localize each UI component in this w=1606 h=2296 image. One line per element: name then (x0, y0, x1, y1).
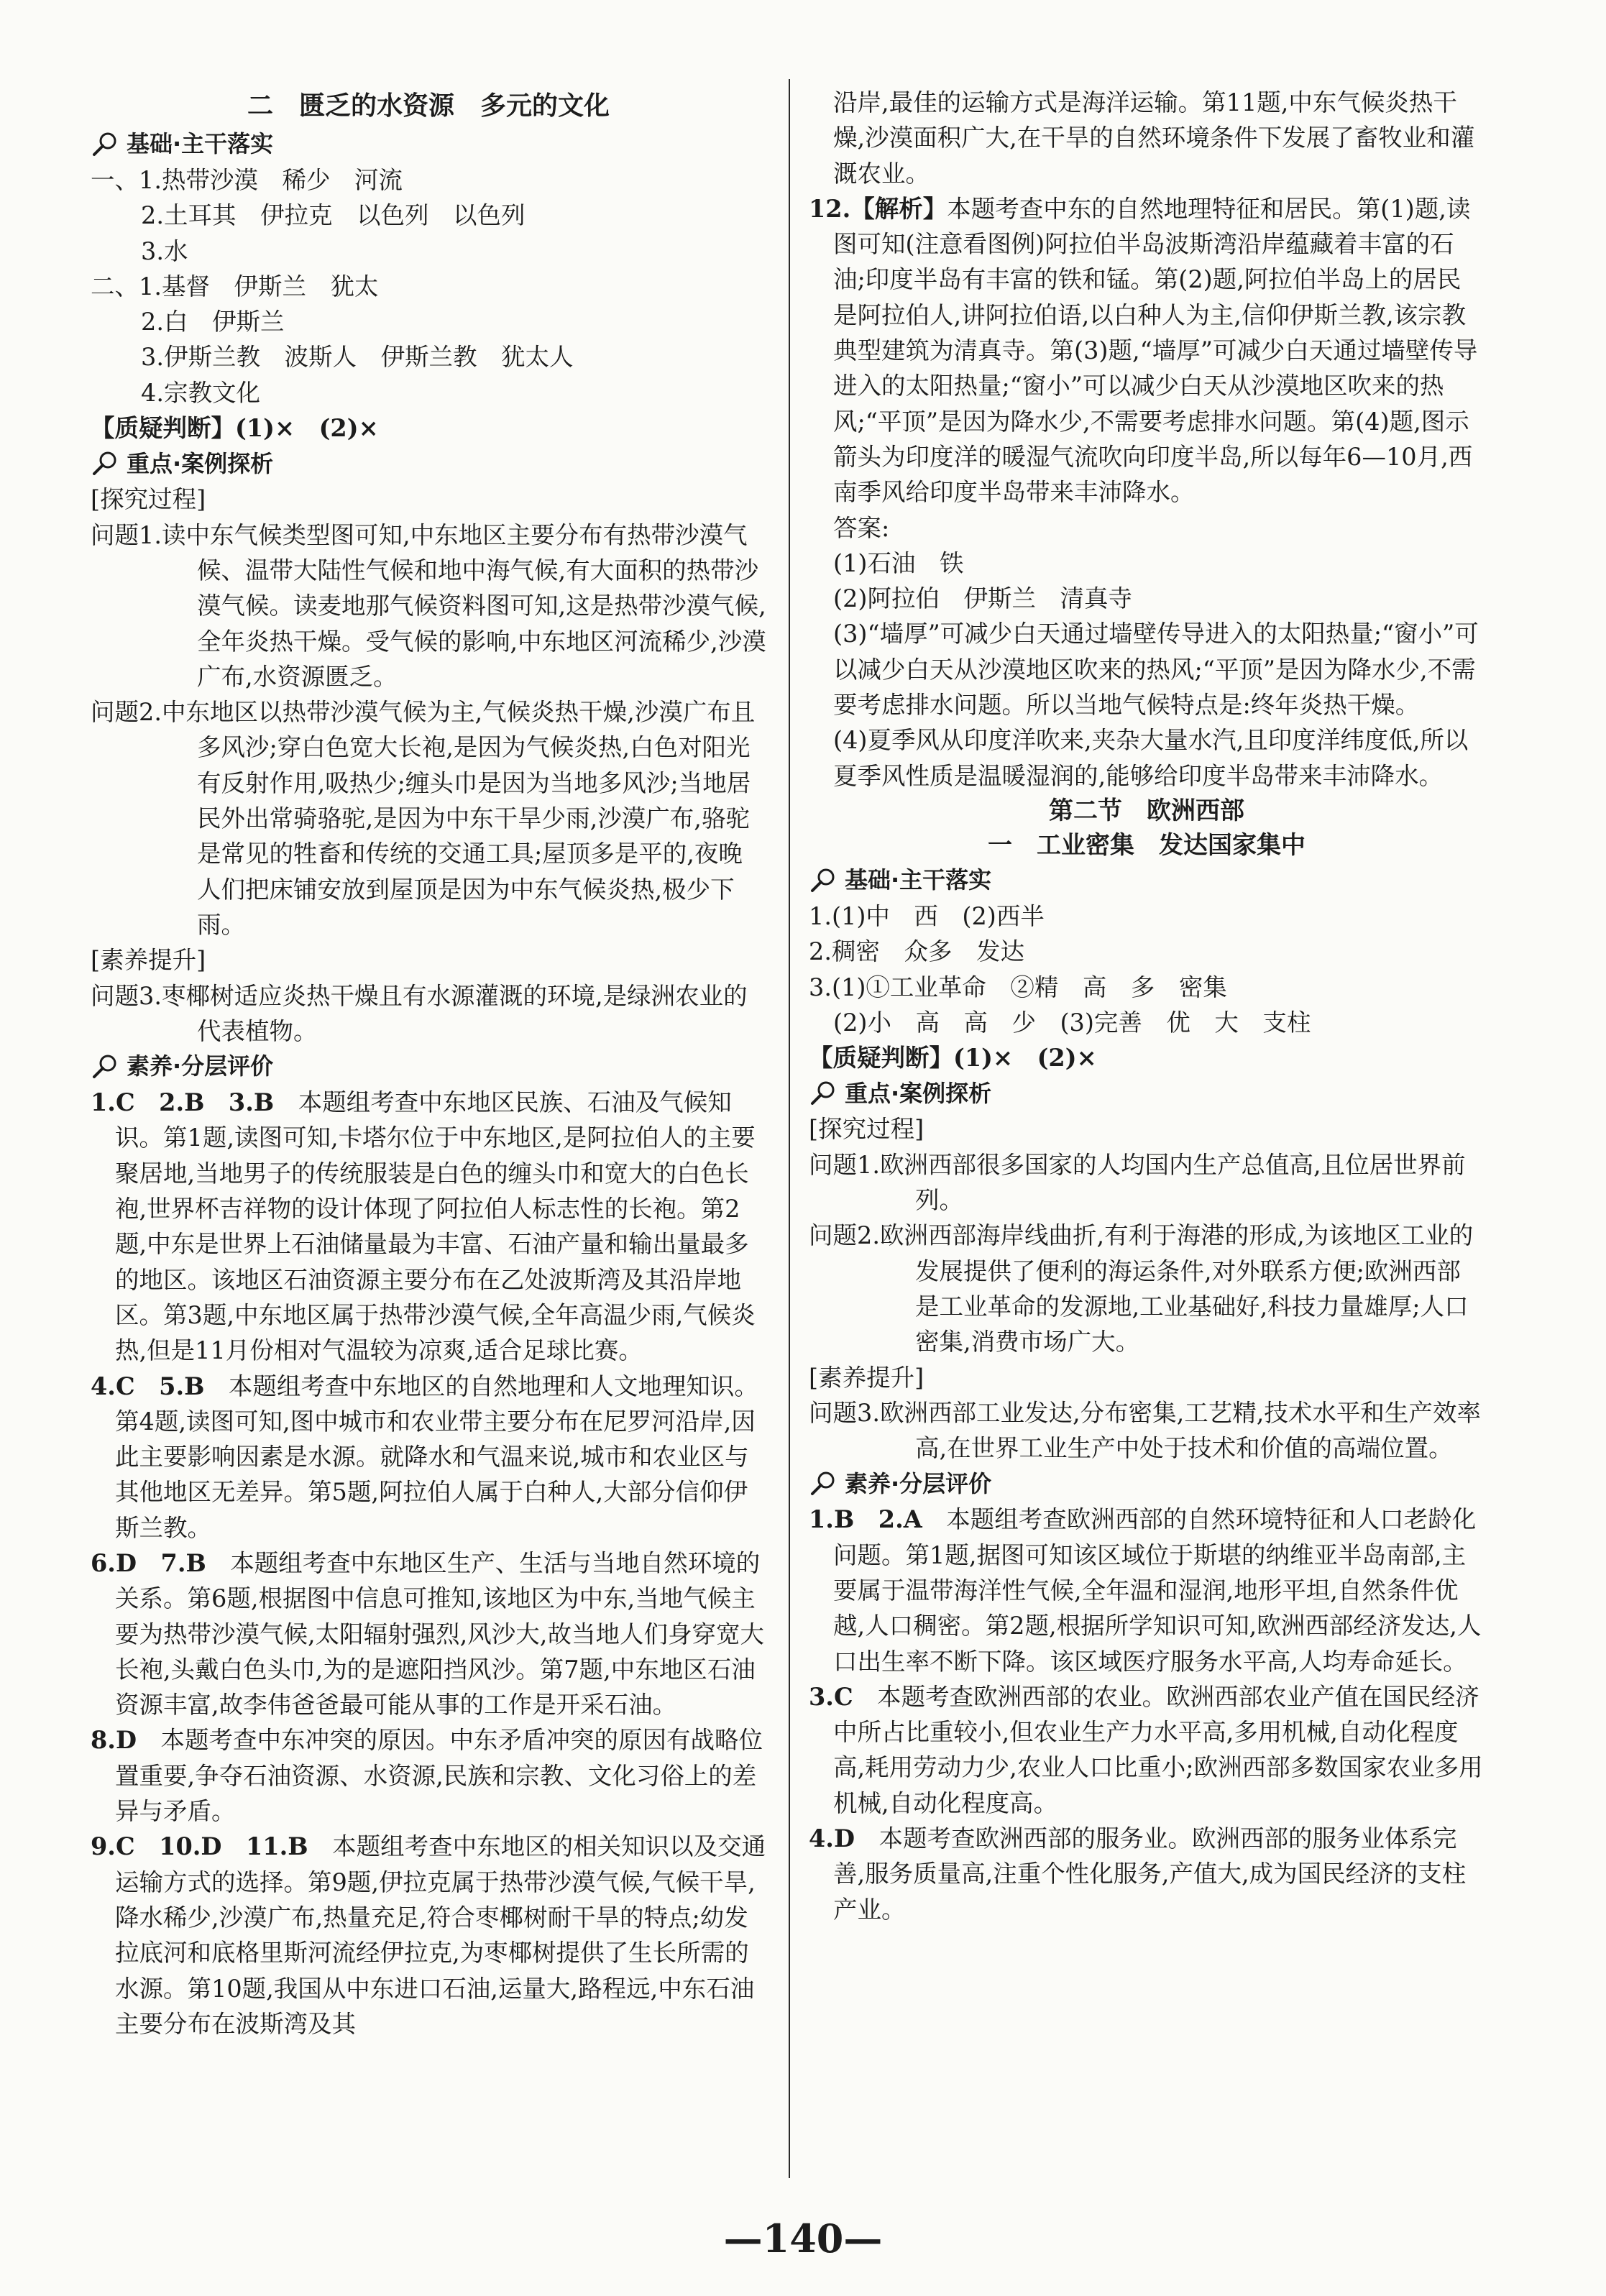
answer-number: 1.B 2.A (809, 1505, 922, 1534)
magnifier-icon (809, 1470, 840, 1497)
section-header-basics (809, 863, 1485, 899)
answer-number: 12.【解析】 (809, 194, 947, 223)
section-header-text: 素养·分层评价 (845, 1469, 992, 1497)
section-header-text: 重点·案例探析 (845, 1079, 992, 1107)
answer-line: (2)小 高 高 少 (3)完善 优 大 支柱 (833, 1008, 1311, 1037)
answer-line: 1.(1)中 西 (2)西半 (809, 901, 1045, 930)
answer-explanation: 本题组考查中东地区生产、生活与当地自然环境的关系。第6题,根据图中信息可推知,该地区为中东,当地气候主要为热带沙漠气候,太阳辐射强烈,风沙大,故当地人们身穿宽大长袍,头戴白色头巾,为的是遮阳挡风沙。第7题,中东地区石油资源丰富,故李伟爸爸最可能从事的工作是开采石油。 (115, 1548, 764, 1719)
answer-explanation: 本题考查欧洲西部的服务业。欧洲西部的服务业体系完善,服务质量高,注重个性化服务,产值大,成为国民经济的支柱产业。 (833, 1824, 1467, 1924)
lesson-title: 二 匮乏的水资源 多元的文化 (247, 91, 610, 121)
answer-explanation: 本题组考查中东地区的相关知识以及交通运输方式的选择。第9题,伊拉克属于热带沙漠气候,气候干旱,降水稀少,沙漠广布,热量充足,符合枣椰树耐干旱的特点;幼发拉底河和底格里斯河流经伊拉克,为枣椰树提供了生长所需的水源。第10题,我国从中东进口石油,运量大,路程远,中东石油主要分布在波斯湾及其 (115, 1832, 766, 2038)
answer-line: (4)夏季风从印度洋吹来,夹杂大量水汽,且印度洋纬度低,所以夏季风性质是温暖湿润的,能够给印度半岛带来丰沛降水。 (833, 726, 1469, 790)
answer-item (91, 1369, 766, 1546)
section-header-key (809, 1075, 1485, 1111)
answer-line: (1)石油 铁 (833, 548, 964, 577)
answer-explanation: 本题组考查中东地区的自然地理和人文地理知识。第4题,读图可知,图中城市和农业带主要分布在尼罗河沿岸,因此主要影响因素是水源。就降水和气温来说,城市和农业区与其他地区无差异。第5题,阿拉伯人属于白种人,大部分信仰伊斯兰教。 (115, 1372, 758, 1542)
answer-number: 4.C 5.B (91, 1372, 205, 1400)
answer-number: 6.D 7.B (91, 1548, 206, 1577)
answer-line: 3.水 (141, 237, 188, 265)
answer-line: 2.土耳其 伊拉克 以色列 以色列 (141, 201, 526, 230)
answer-explanation: 本题考查欧洲西部的农业。欧洲西部农业产值在国民经济中所占比重较小,但农业生产力水平高,多用机械,自动化程度高,耗用劳动力少,农业人口比重小;欧洲西部多数国家农业多用机械,自动化程度高。 (833, 1682, 1483, 1817)
answer-number: 3.C (809, 1682, 853, 1711)
section-header-key (91, 446, 766, 482)
answer-item (91, 1829, 766, 2042)
right-column (809, 85, 1485, 1927)
answer-item (91, 1546, 766, 1722)
answer-number: 8.D (91, 1726, 137, 1755)
magnifier-icon (809, 1080, 840, 1107)
answer-line: 一、1.热带沙漠 稀少 河流 (91, 166, 403, 194)
answer-number: 1.C 2.B 3.B (91, 1088, 275, 1117)
subheading-improve: [素养提升] (91, 946, 206, 975)
answer-label: 答案: (833, 513, 890, 542)
answer-line: 3.伊斯兰教 波斯人 伊斯兰教 犹太人 (141, 343, 574, 372)
answer-line: 2.稠密 众多 发达 (809, 937, 1024, 966)
magnifier-icon (809, 867, 840, 894)
subheading-explore: [探究过程] (809, 1115, 924, 1144)
answer-item (809, 1679, 1485, 1821)
section-title: 第二节 欧洲西部 (1049, 796, 1244, 825)
answer-line: 二、1.基督 伊斯兰 犹太 (91, 272, 379, 300)
answer-explanation: 本题组考查欧洲西部的自然环境特征和人口老龄化问题。第1题,据图可知该区域位于斯堪的纳维亚半岛南部,主要属于温带海洋性气候,全年温和湿润,地形平坦,自然条件优越,人口稠密。第2题,根据所学知识可知,欧洲西部经济发达,人口出生率不断下降。该区域医疗服务水平高,人均寿命延长。 (833, 1505, 1482, 1676)
page-number: —140— (723, 2215, 883, 2261)
question-answer: 问题2.欧洲西部海岸线曲折,有利于海港的形成,为该地区工业的发展提供了便利的海运条件,对外联系方便;欧洲西部是工业革命的发源地,工业基础好,科技力量雄厚;人口密集,消费市场广大。 (809, 1221, 1474, 1356)
question-answer: 问题2.中东地区以热带沙漠气候为主,气候炎热干燥,沙漠广布且多风沙;穿白色宽大长袍,是因为气候炎热,白色对阳光有反射作用,吸热少;缠头巾是因为当地多风沙;当地居民外出常骑骆驼,是因为中东干旱少雨,沙漠广布,骆驼是常见的牲畜和传统的交通工具;屋顶多是平的,夜晚人们把床铺安放到屋顶是因为中东气候炎热,极少下雨。 (91, 698, 756, 939)
judge-answer: 【质疑判断】(1)× (2)× (809, 1044, 1097, 1073)
answer-line: 2.白 伊斯兰 (141, 308, 285, 336)
answer-item (809, 191, 1485, 510)
question-answer: 问题1.欧洲西部很多国家的人均国内生产总值高,且位居世界前列。 (809, 1150, 1466, 1215)
section-header-evaluation (809, 1466, 1485, 1502)
question-answer: 问题1.读中东气候类型图可知,中东地区主要分布有热带沙漠气候、温带大陆性气候和地中海气候,有大面积的热带沙漠气候。读麦地那气候资料图可知,这是热带沙漠气候,全年炎热干燥。受气候的影响,中东地区河流稀少,沙漠广布,水资源匮乏。 (91, 520, 766, 691)
section-header-text: 重点·案例探析 (127, 449, 274, 477)
question-answer: 问题3.枣椰树适应炎热干燥且有水源灌溉的环境,是绿洲农业的代表植物。 (91, 981, 748, 1045)
judge-answer: 【质疑判断】(1)× (2)× (91, 414, 379, 443)
magnifier-icon (91, 131, 122, 158)
answer-number: 9.C 10.D 11.B (91, 1832, 308, 1861)
section-header-text: 素养·分层评价 (127, 1052, 274, 1080)
magnifier-icon (91, 450, 122, 477)
question-answer: 问题3.欧洲西部工业发达,分布密集,工艺精,技术水平和生产效率高,在世界工业生产中处于技术和价值的高端位置。 (809, 1398, 1481, 1463)
column-divider (789, 79, 790, 2178)
answer-item (91, 1722, 766, 1829)
answer-number: 4.D (809, 1824, 855, 1853)
answer-explanation: 本题考查中东的自然地理特征和居民。第(1)题,读图可知(注意看图例)阿拉伯半岛波斯湾沿岸蕴藏着丰富的石油;印度半岛有丰富的铁和锰。第(2)题,阿拉伯半岛上的居民是阿拉伯人,讲阿拉伯语,以白种人为主,信仰伊斯兰教,该宗教典型建筑为清真寺。第(3)题,“墙厚”可减少白天通过墙壁传导进入的太阳热量;“窗小”可以减少白天从沙漠地区吹来的热风;“平顶”是因为降水少,不需要考虑排水问题。第(4)题,图示箭头为印度洋的暖湿气流吹向印度半岛,所以每年6—10月,西南季风给印度半岛带来丰沛降水。 (833, 194, 1478, 507)
answer-line: (2)阿拉伯 伊斯兰 清真寺 (833, 584, 1132, 613)
subheading-explore: [探究过程] (91, 485, 206, 514)
section-header-evaluation (91, 1049, 766, 1085)
answer-explanation: 本题考查中东冲突的原因。中东矛盾冲突的原因有战略位置重要,争夺石油资源、水资源,民族和宗教、文化习俗上的差异与矛盾。 (115, 1726, 763, 1826)
answer-item (809, 1502, 1485, 1679)
subheading-improve: [素养提升] (809, 1363, 924, 1392)
answer-item (91, 1085, 766, 1368)
answer-line: 4.宗教文化 (141, 378, 260, 407)
left-column (91, 85, 766, 2042)
answer-continuation: 沿岸,最佳的运输方式是海洋运输。第11题,中东气候炎热干燥,沙漠面积广大,在干旱的自然环境条件下发展了畜牧业和灌溉农业。 (833, 88, 1475, 188)
answer-line: (3)“墙厚”可减少白天通过墙壁传导进入的太阳热量;“窗小”可以减少白天从沙漠地区吹来的热风;“平顶”是因为降水少,不需要考虑排水问题。所以当地气候特点是:终年炎热干燥。 (833, 620, 1479, 720)
section-header-text: 基础·主干落实 (845, 866, 992, 894)
lesson-title: 一 工业密集 发达国家集中 (988, 830, 1306, 860)
section-header-text: 基础·主干落实 (127, 130, 274, 158)
section-header-basics (91, 127, 766, 162)
answer-explanation: 本题组考查中东地区民族、石油及气候知识。第1题,读图可知,卡塔尔位于中东地区,是阿拉伯人的主要聚居地,当地男子的传统服装是白色的缠头巾和宽大的白色长袍,世界杯吉祥物的设计体现了阿拉伯人标志性的长袍。第2题,中东是世界上石油储量最为丰富、石油产量和输出量最多的地区。该地区石油资源主要分布在乙处波斯湾及其沿岸地区。第3题,中东地区属于热带沙漠气候,全年高温少雨,气候炎热,但是11月份相对气温较为凉爽,适合足球比赛。 (115, 1088, 756, 1365)
answer-line: 3.(1)①工业革命 ②精 高 多 密集 (809, 973, 1227, 1001)
answer-item (809, 1821, 1485, 1927)
magnifier-icon (91, 1053, 122, 1080)
